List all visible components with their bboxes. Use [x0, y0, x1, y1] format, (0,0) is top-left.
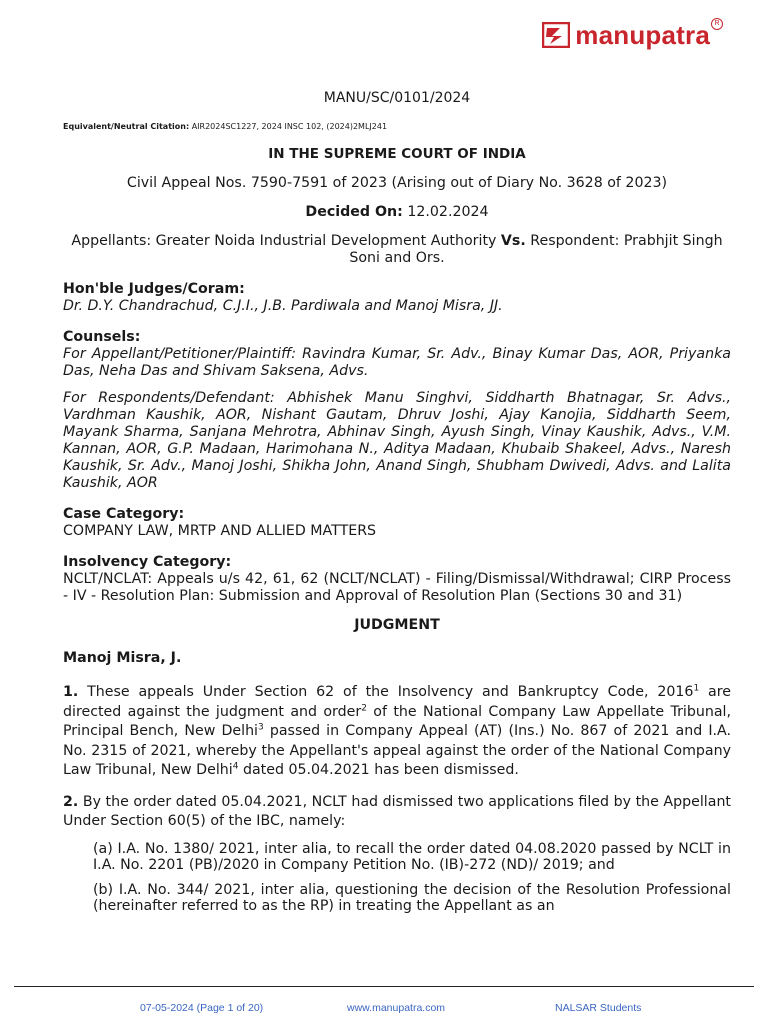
counsels-heading: Counsels: — [63, 329, 141, 345]
decided-label: Decided On: — [305, 204, 403, 220]
citation — [63, 122, 731, 132]
judges-list: Dr. D.Y. Chandrachud, C.J.I., J.B. Pardiwala and Manoj Misra, JJ. — [63, 298, 503, 314]
paragraph-1: 1. These appeals Under Section 62 of the Insolvency and Bankruptcy Code, 2016$^1$ are directed against the judgment and order$^2$ of the National Company Law Appellate Tribunal, Principal Bench, New Delhi$^3$ passed in Company Appeal (AT) (Ins.) No. 867 of 2021 and I.A. No. 2315 of 2021, whereby the Appellant's appeal against the order of the National Company Law Tribunal, New Delhi$^4$ dated 05.04.2021 has been dismissed. — [63, 683, 731, 778]
footnote-ref[interactable]: 4 — [232, 761, 239, 772]
paragraph-number: 1. — [63, 684, 79, 700]
author-judge: Manoj Misra, J. — [63, 650, 182, 666]
footer-user: NALSAR Students — [555, 1002, 642, 1014]
counsel-appellant: For Appellant/Petitioner/Plaintiff: Ravindra Kumar, Sr. Adv., Binay Kumar Das, AOR, Priyanka Das, Neha Das and Shivam Saksena, Advs. — [63, 346, 731, 379]
footer-website-link[interactable]: www.manupatra.com — [347, 1002, 446, 1014]
footer-page-info: 07-05-2024 (Page 1 of 20) — [140, 1002, 264, 1014]
logo-text: manupatra — [575, 20, 710, 50]
versus-label: Vs. — [500, 233, 526, 249]
registered-icon: R — [711, 18, 723, 30]
parties — [63, 233, 731, 267]
judges-heading: Hon'ble Judges/Coram: — [63, 281, 245, 297]
paragraph-number: 2. — [63, 793, 79, 810]
footnote-ref[interactable]: 3 — [258, 722, 264, 733]
sub-item-a: (a) I.A. No. 1380/ 2021, inter alia, to recall the order dated 04.08.2020 passed by NCLT in I.A. No. 2201 (PB)/2020 in Company Petition No. (IB)-272 (ND)/ 2019; and — [93, 840, 731, 873]
decided-date: 12.02.2024 — [402, 204, 489, 220]
manupatra-logo — [542, 20, 720, 50]
appeal-number: Civil Appeal Nos. 7590-7591 of 2023 (Arising out of Diary No. 3628 of 2023) — [126, 175, 668, 191]
decided-on — [63, 204, 731, 221]
footnote-ref[interactable]: 1 — [693, 683, 700, 694]
judgment-heading: JUDGMENT — [354, 617, 440, 633]
insolvency-category: NCLT/NCLAT: Appeals u/s 42, 61, 62 (NCLT/NCLAT) - Filing/Dismissal/Withdrawal; CIRP Process - IV - Resolution Plan: Submission and Approval of Resolution Plan (Sections 30 and 31) — [63, 571, 731, 604]
sub-item-b: (b) I.A. No. 344/ 2021, inter alia, questioning the decision of the Resolution Professional (hereinafter referred to as the RP) in treating the Appellant as an — [93, 881, 731, 914]
document-body — [63, 82, 731, 914]
footer-divider — [14, 986, 754, 987]
court-name: IN THE SUPREME COURT OF INDIA — [268, 146, 526, 162]
appellant-text: Appellants: Greater Noida Industrial Development Authority — [71, 233, 501, 249]
footnote-ref[interactable]: 2 — [361, 702, 367, 713]
manupatra-logo-icon — [542, 22, 570, 48]
respondent-text: Respondent: Prabhjit Singh Soni and Ors. — [349, 233, 723, 266]
counsel-respondent: For Respondents/Defendant: Abhishek Manu Singhvi, Siddharth Bhatnagar, Sr. Advs., Vardhman Kaushik, AOR, Nishant Gautam, Dhruv Joshi, Ajay Kanojia, Siddharth Seem, Mayank Sharma, Sanjana Mehrotra, Abhinav Singh, Ayush Singh, Vinay Kaushik, Advs., V.M. Kannan, AOR, G.P. Madaan, Harimohana N., Aditya Madaan, Khubaib Shakeel, Advs., Naresh Kaushik, Sr. Adv., Manoj Joshi, Shikha John, Anand Singh, Shubham Dwivedi, Advs. and Lalita Kaushik, AOR — [63, 390, 731, 491]
case-category-heading: Case Category: — [63, 506, 185, 522]
case-category: COMPANY LAW, MRTP AND ALLIED MATTERS — [63, 523, 377, 539]
paragraph-2: 2. By the order dated 05.04.2021, NCLT had dismissed two applications filed by the Appellant Under Section 60(5) of the IBC, namely: — [63, 793, 731, 829]
citation-value: AIR2024SC1227, 2024 INSC 102, (2024)2MLJ241 — [189, 122, 388, 131]
insolvency-heading: Insolvency Category: — [63, 554, 232, 570]
manu-id: MANU/SC/0101/2024 — [323, 90, 471, 106]
citation-label: Equivalent/Neutral Citation: — [63, 122, 190, 131]
